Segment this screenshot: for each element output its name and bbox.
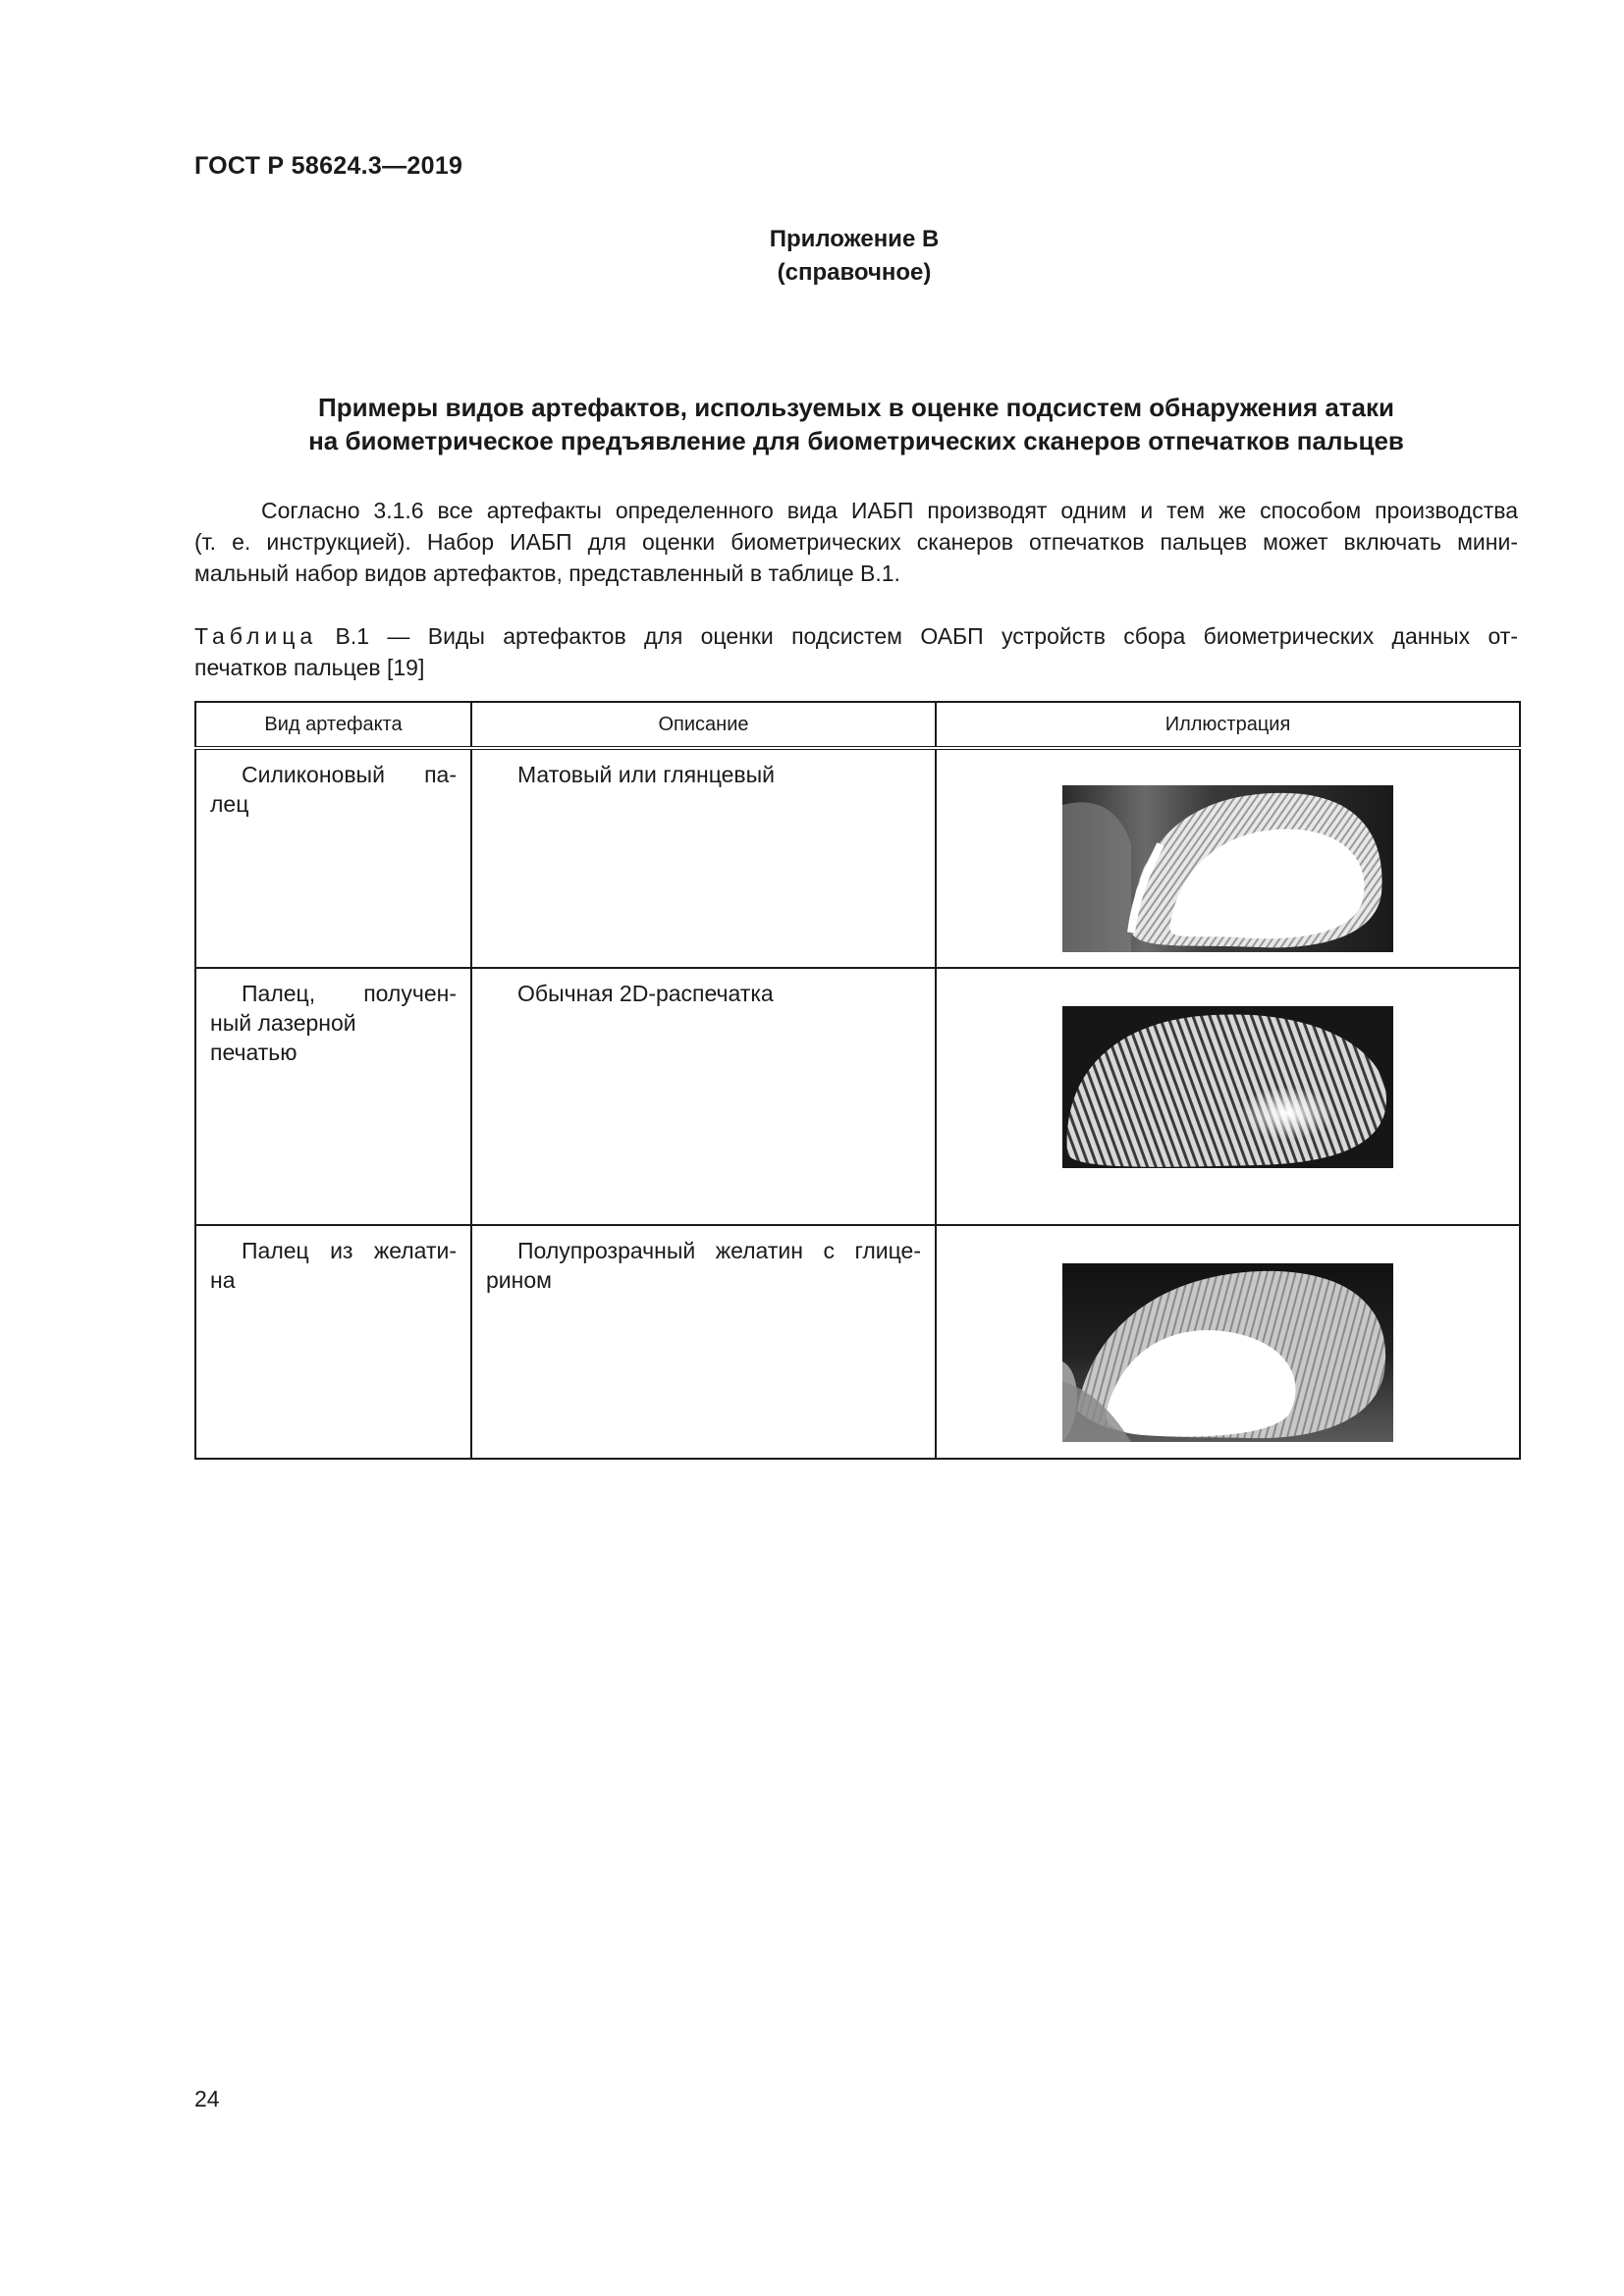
laser-print-fingerprint-image <box>1062 1006 1393 1168</box>
main-title-line-2: на биометрическое предъявление для биометрических сканеров отпечатков пальцев <box>308 426 1404 455</box>
artifact-type-cell <box>195 1225 471 1459</box>
caption-line-1: В.1 — Виды артефактов для оценки подсистем ОАБП устройств сбора биометрических данных от- <box>335 623 1518 649</box>
table-caption <box>194 620 1518 683</box>
description-line: Матовый или глянцевый <box>517 762 776 787</box>
appendix-kind: (справочное) <box>777 259 932 286</box>
page-number: 24 <box>194 2086 220 2111</box>
intro-paragraph <box>194 495 1518 589</box>
artifact-type-line: Палец, получен- <box>242 981 457 1006</box>
caption-line-2: печатков пальцев [19] <box>194 655 425 680</box>
description-cell <box>471 748 936 968</box>
illustration-cell <box>936 968 1520 1225</box>
artifact-type-line: печатью <box>210 1040 298 1065</box>
document-code: ГОСТ Р 58624.3—2019 <box>194 152 463 180</box>
description-cell <box>471 1225 936 1459</box>
main-title <box>194 391 1518 457</box>
paragraph-line-2: (т. е. инструкцией). Набор ИАБП для оценки биометрических сканеров отпечатков пальцев может включать мини- <box>194 529 1518 555</box>
description-line: Обычная 2D-распечатка <box>517 981 774 1006</box>
header-description: Описание <box>471 702 936 748</box>
laser-print-fingerprint-svg <box>1062 1006 1393 1168</box>
table-header-row <box>195 702 1520 748</box>
caption-label: Таблица <box>194 623 318 649</box>
artifact-type-cell <box>195 748 471 968</box>
silicone-fingerprint-image <box>1062 785 1393 952</box>
header-illustration: Иллюстрация <box>936 702 1520 748</box>
artifact-type-line: на <box>210 1267 236 1293</box>
artifact-type-line: ный лазерной <box>210 1010 356 1036</box>
illustration-cell <box>936 1225 1520 1459</box>
artifact-type-line: Палец из желати- <box>242 1238 457 1263</box>
description-cell <box>471 968 936 1225</box>
artifact-type-line: Силиконовый па- <box>242 762 457 787</box>
header-artifact-type: Вид артефакта <box>195 702 471 748</box>
gelatin-fingerprint-svg <box>1062 1263 1393 1442</box>
gelatin-fingerprint-image <box>1062 1263 1393 1442</box>
silicone-fingerprint-svg <box>1062 785 1393 952</box>
artifacts-table <box>194 701 1521 1460</box>
description-line: рином <box>486 1267 552 1293</box>
appendix-title: Приложение В <box>769 226 940 252</box>
table-row <box>195 1225 1520 1459</box>
main-title-line-1: Примеры видов артефактов, используемых в оценке подсистем обнаружения атаки <box>318 393 1394 422</box>
paragraph-line-1: Согласно 3.1.6 все артефакты определенного вида ИАБП производят одним и тем же способом производства <box>261 498 1518 523</box>
paragraph-line-3: мальный набор видов артефактов, представленный в таблице В.1. <box>194 561 900 586</box>
artifact-type-cell <box>195 968 471 1225</box>
table-row <box>195 748 1520 968</box>
table-row <box>195 968 1520 1225</box>
illustration-cell <box>936 748 1520 968</box>
description-line: Полупрозрачный желатин с глице- <box>517 1238 921 1263</box>
artifact-type-line: лец <box>210 791 249 817</box>
